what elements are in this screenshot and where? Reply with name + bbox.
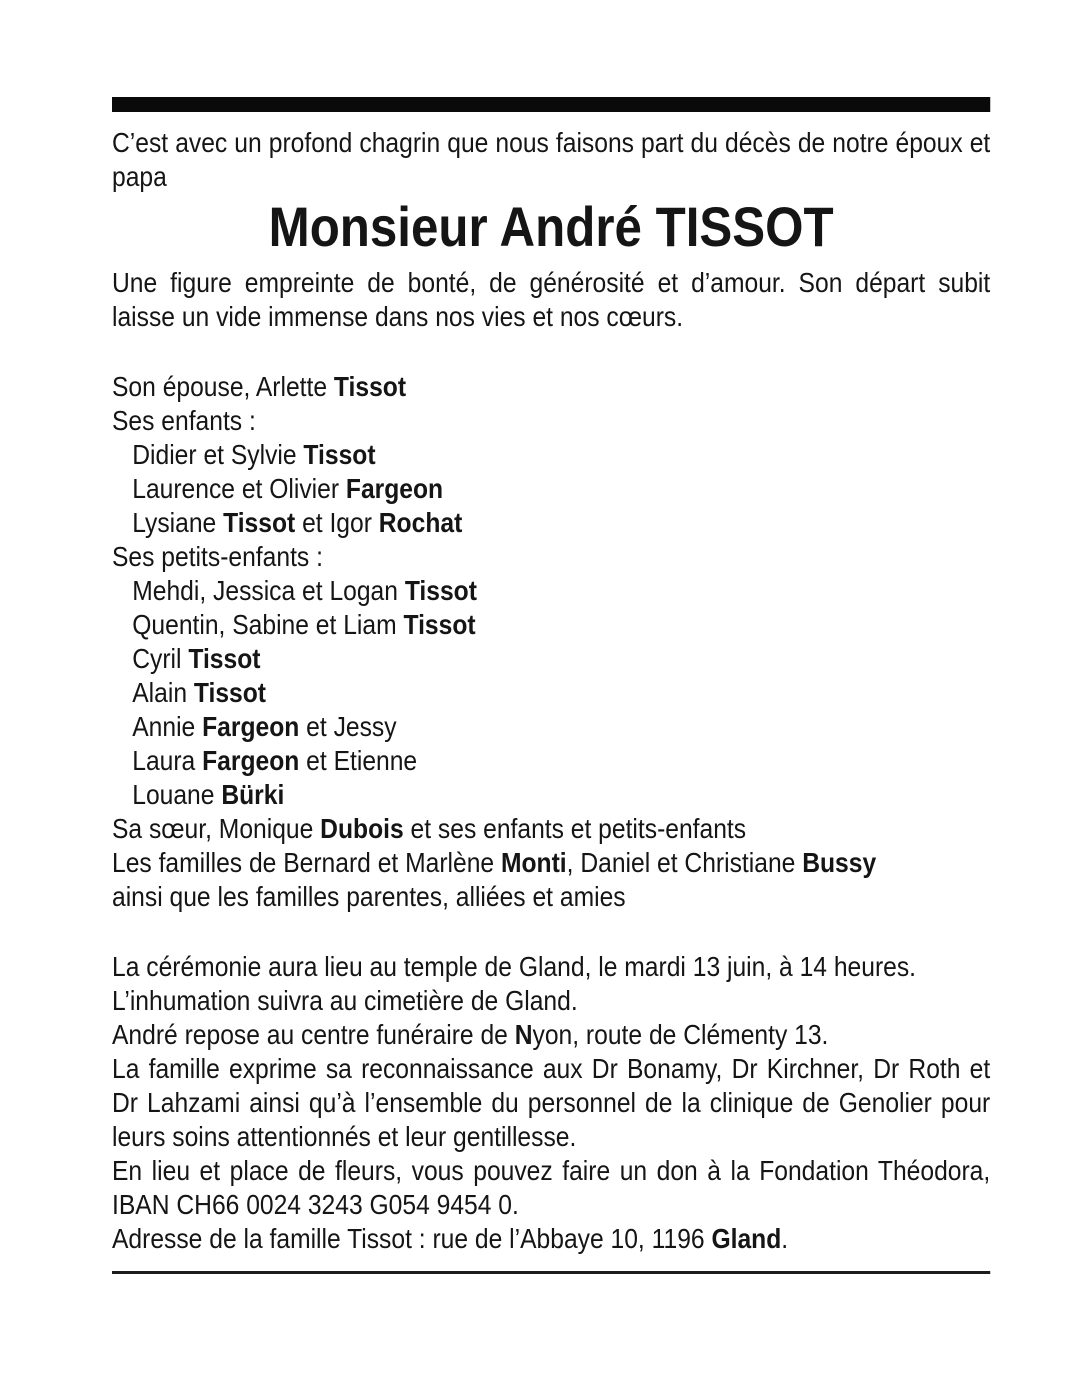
- text-run: , Daniel et Christiane: [566, 847, 803, 878]
- text-run: et Igor: [295, 507, 379, 538]
- surname-bold: Tissot: [223, 507, 296, 538]
- family-line: [112, 846, 990, 880]
- text-run: Les familles de Bernard et Marlène: [112, 847, 501, 878]
- bottom-rule: [112, 1271, 990, 1274]
- family-line: [112, 404, 990, 438]
- surname-bold: Dubois: [320, 813, 404, 844]
- surname-bold: Fargeon: [202, 711, 300, 742]
- family-line: [112, 812, 990, 846]
- family-line: [112, 608, 990, 642]
- text-run: et Etienne: [299, 745, 418, 776]
- family-line: [112, 574, 990, 608]
- info-paragraph: [112, 950, 990, 984]
- family-line: [112, 506, 990, 540]
- surname-bold: Tissot: [193, 677, 266, 708]
- surname-bold: Monti: [500, 847, 567, 878]
- surname-bold: Tissot: [303, 439, 376, 470]
- text-run: Ses enfants :: [112, 405, 256, 436]
- info-paragraph: [112, 1154, 990, 1222]
- text-run: Mehdi, Jessica et Logan: [132, 575, 405, 606]
- surname-bold: Rochat: [378, 507, 463, 538]
- family-list: [112, 370, 990, 914]
- text-run: Alain: [132, 677, 194, 708]
- family-line: [112, 472, 990, 506]
- family-line: [112, 540, 990, 574]
- info-paragraph: [112, 984, 990, 1018]
- text-run: Sa sœur, Monique: [112, 813, 321, 844]
- text-run: .: [781, 1223, 789, 1254]
- surname-bold: Tissot: [188, 643, 261, 674]
- surname-bold: Bürki: [221, 779, 285, 810]
- surname-bold: Tissot: [403, 609, 476, 640]
- text-run: Quentin, Sabine et Liam: [132, 609, 404, 640]
- surname-bold: Tissot: [404, 575, 477, 606]
- surname-bold: Bussy: [802, 847, 877, 878]
- surname-bold: Gland: [711, 1223, 782, 1254]
- family-line: [112, 370, 990, 404]
- lead-paragraph: Une figure empreinte de bonté, de générosité et d’amour. Son départ subit laisse un vide immense dans nos vies et nos cœurs.: [112, 267, 991, 332]
- text-run: Louane: [132, 779, 222, 810]
- text-run: et Jessy: [299, 711, 397, 742]
- family-line: [112, 710, 990, 744]
- surname-bold: Fargeon: [345, 473, 444, 504]
- text-run: Son épouse, Arlette: [112, 371, 334, 402]
- ceremony-info: [112, 950, 990, 1256]
- text-run: Cyril: [132, 643, 189, 674]
- text-run: La famille exprime sa reconnaissance aux Dr Bonamy, Dr Kirchner, Dr Roth et Dr Lahzami ainsi qu’à l’ensemble du personnel de la clinique de Genolier pour leurs soins attentionnés et leur gentillesse.: [112, 1053, 991, 1152]
- family-line: [112, 778, 990, 812]
- text-run: L’inhumation suivra au cimetière de Gland.: [112, 985, 578, 1016]
- info-paragraph: [112, 1222, 990, 1256]
- text-run: Laurence et Olivier: [132, 473, 346, 504]
- text-run: André repose au centre funéraire de: [112, 1019, 515, 1050]
- family-line: [112, 642, 990, 676]
- text-run: Adresse de la famille Tissot : rue de l’Abbaye 10, 1196: [112, 1223, 712, 1254]
- family-line: [112, 744, 990, 778]
- info-paragraph: [112, 1052, 990, 1154]
- text-run: ainsi que les familles parentes, alliées et amies: [112, 881, 626, 912]
- text-run: La cérémonie aura lieu au temple de Gland, le mardi 13 juin, à 14 heures.: [112, 951, 917, 982]
- surname-bold: Fargeon: [202, 745, 300, 776]
- text-run: Didier et Sylvie: [132, 439, 304, 470]
- text-run: Laura: [132, 745, 203, 776]
- text-run: et ses enfants et petits-enfants: [403, 813, 747, 844]
- family-line: [112, 880, 990, 914]
- family-line: [112, 438, 990, 472]
- text-run: Ses petits-enfants :: [112, 541, 323, 572]
- intro-paragraph: C’est avec un profond chagrin que nous faisons part du décès de notre époux et papa: [112, 127, 991, 192]
- top-bar: [112, 97, 990, 112]
- text-run: En lieu et place de fleurs, vous pouvez faire un don à la Fondation Théodora, IBAN CH66 0024 3243 G054 9454 0.: [112, 1155, 991, 1220]
- deceased-name-title: Monsieur André TISSOT: [268, 195, 834, 258]
- surname-bold: Tissot: [333, 371, 407, 402]
- family-line: [112, 676, 990, 710]
- obituary-content: [112, 97, 990, 1274]
- text-run: yon, route de Clémenty 13.: [532, 1019, 829, 1050]
- surname-bold: N: [514, 1019, 533, 1050]
- info-paragraph: [112, 1018, 990, 1052]
- text-run: Annie: [132, 711, 203, 742]
- text-run: Lysiane: [132, 507, 224, 538]
